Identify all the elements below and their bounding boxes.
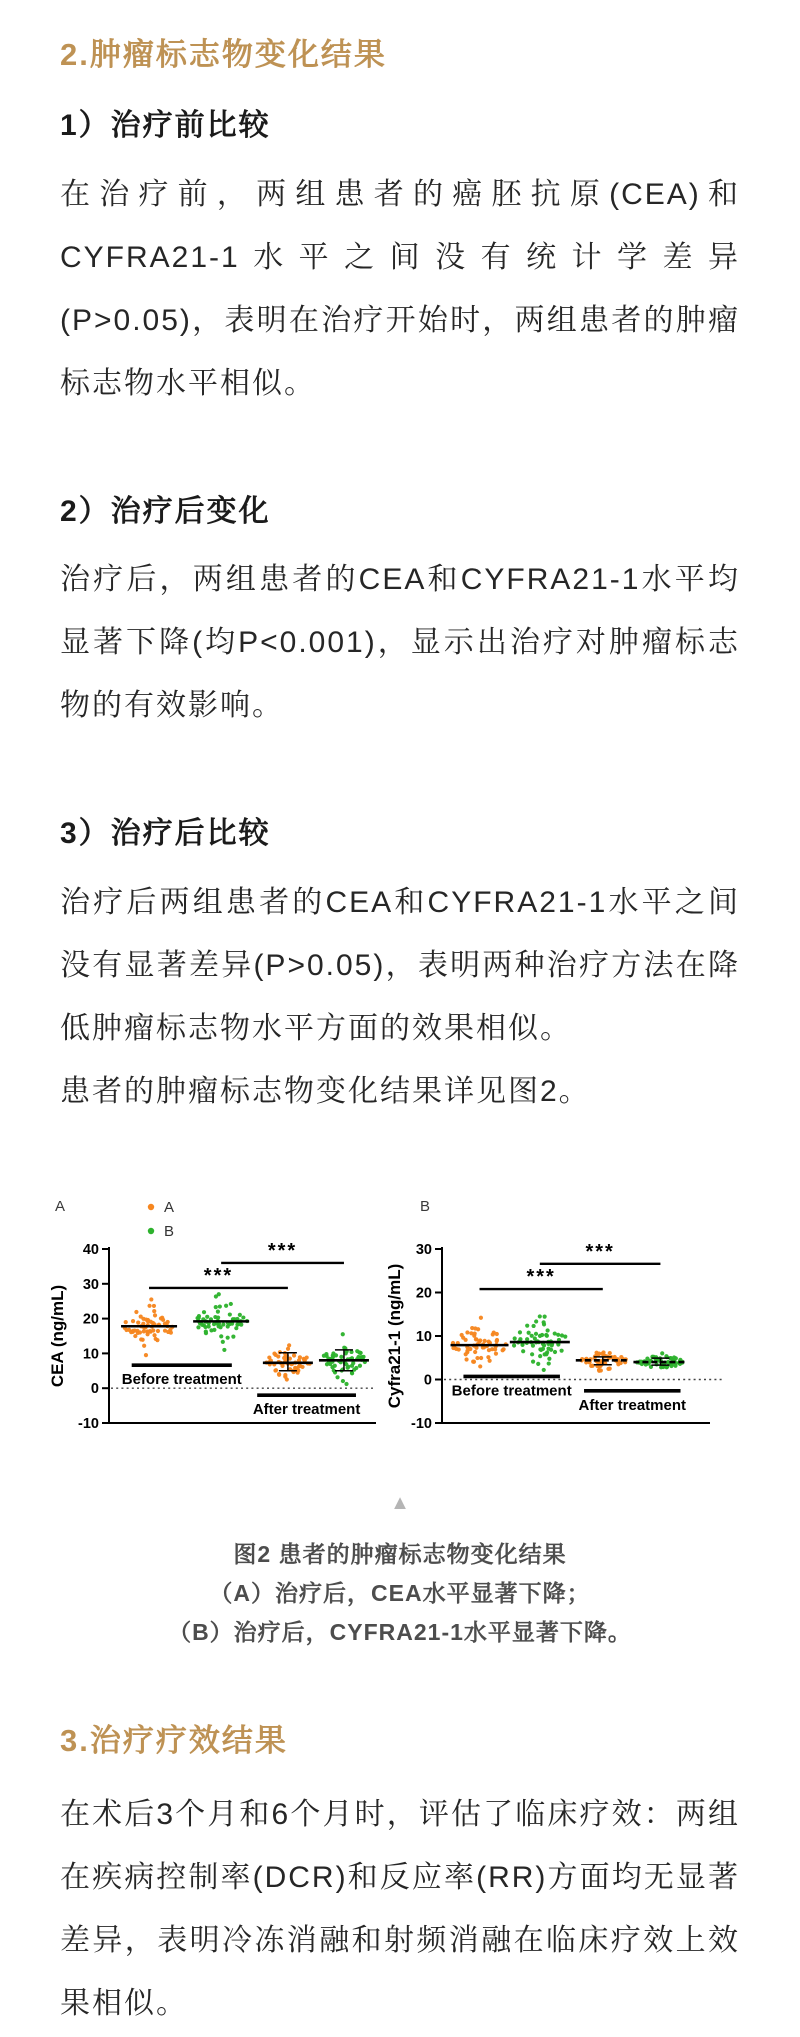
caption-line-a: （A）治疗后，CEA水平显著下降；	[209, 1579, 591, 1606]
svg-text:40: 40	[82, 1241, 99, 1258]
chart-panel-a	[39, 1187, 384, 1459]
paragraph-posttreatment-comparison: 治疗后两组患者的CEA和CYFRA21-1水平之间没有显著差异(P>0.05)，表明两种治疗方法在降低肿瘤标志物水平方面的效果相似。	[60, 885, 740, 1045]
y-axis-label: CEA (ng/mL)	[47, 1284, 67, 1387]
svg-text:A: A	[163, 1198, 174, 1216]
svg-text:0: 0	[423, 1372, 432, 1389]
svg-text:***: ***	[525, 1265, 556, 1288]
svg-text:10: 10	[82, 1346, 99, 1363]
y-axis-label: Cyfra21-1 (ng/mL)	[384, 1263, 404, 1408]
paragraph-pretreatment: 在治疗前，两组患者的癌胚抗原(CEA)和CYFRA21-1水平之间没有统计学差异(P>0.05)，表明在治疗开始时，两组患者的肿瘤标志物水平相似。	[60, 177, 740, 400]
svg-text:-10: -10	[410, 1415, 432, 1432]
paragraph-posttreatment-change: 治疗后，两组患者的CEA和CYFRA21-1水平均显著下降(均P<0.001)，显示出治疗对肿瘤标志物的有效影响。	[60, 563, 740, 723]
figure-2	[40, 1187, 760, 1459]
svg-text:B: B	[419, 1197, 430, 1215]
svg-text:Before treatment: Before treatment	[451, 1382, 572, 1400]
svg-text:10: 10	[415, 1328, 432, 1345]
section-heading-tumor-markers: 2.肿瘤标志物变化结果	[60, 37, 387, 72]
svg-text:30: 30	[415, 1241, 432, 1258]
svg-text:After treatment: After treatment	[252, 1400, 360, 1418]
svg-text:20: 20	[415, 1285, 432, 1302]
figure-caption	[60, 1535, 740, 1652]
caption-line-b: （B）治疗后，CYFRA21-1水平显著下降。	[168, 1618, 632, 1645]
paragraph-efficacy: 在术后3个月和6个月时，评估了临床疗效：两组在疾病控制率(DCR)和反应率(RR)方面均无显著差异，表明冷冻消融和射频消融在临床疗效上效果相似。	[60, 1797, 740, 2020]
collapse-triangle-icon: ▲	[390, 1491, 410, 1514]
subsection-title-pretreatment: 1）治疗前比较	[60, 109, 271, 143]
svg-text:0: 0	[90, 1380, 99, 1397]
svg-text:20: 20	[82, 1311, 99, 1328]
subsection-title-posttreatment-change: 2）治疗后变化	[60, 494, 271, 528]
subsection-title-posttreatment-comparison: 3）治疗后比较	[60, 817, 271, 851]
figure-reference-line: 患者的肿瘤标志物变化结果详见图2。	[60, 1074, 591, 1108]
caption-title-line: 图2 患者的肿瘤标志物变化结果	[233, 1540, 567, 1567]
svg-text:After treatment: After treatment	[578, 1396, 686, 1414]
section-heading-efficacy: 3.治疗疗效结果	[60, 1722, 288, 1758]
chart-area	[39, 1187, 762, 1459]
svg-text:***: ***	[584, 1240, 615, 1263]
svg-text:***: ***	[203, 1264, 233, 1287]
svg-text:B: B	[163, 1222, 174, 1240]
chart-panel-b	[384, 1187, 762, 1459]
svg-text:Before treatment: Before treatment	[121, 1370, 242, 1388]
svg-text:A: A	[54, 1197, 65, 1215]
svg-text:***: ***	[267, 1239, 297, 1262]
svg-text:-10: -10	[77, 1415, 99, 1432]
svg-text:30: 30	[82, 1276, 99, 1293]
